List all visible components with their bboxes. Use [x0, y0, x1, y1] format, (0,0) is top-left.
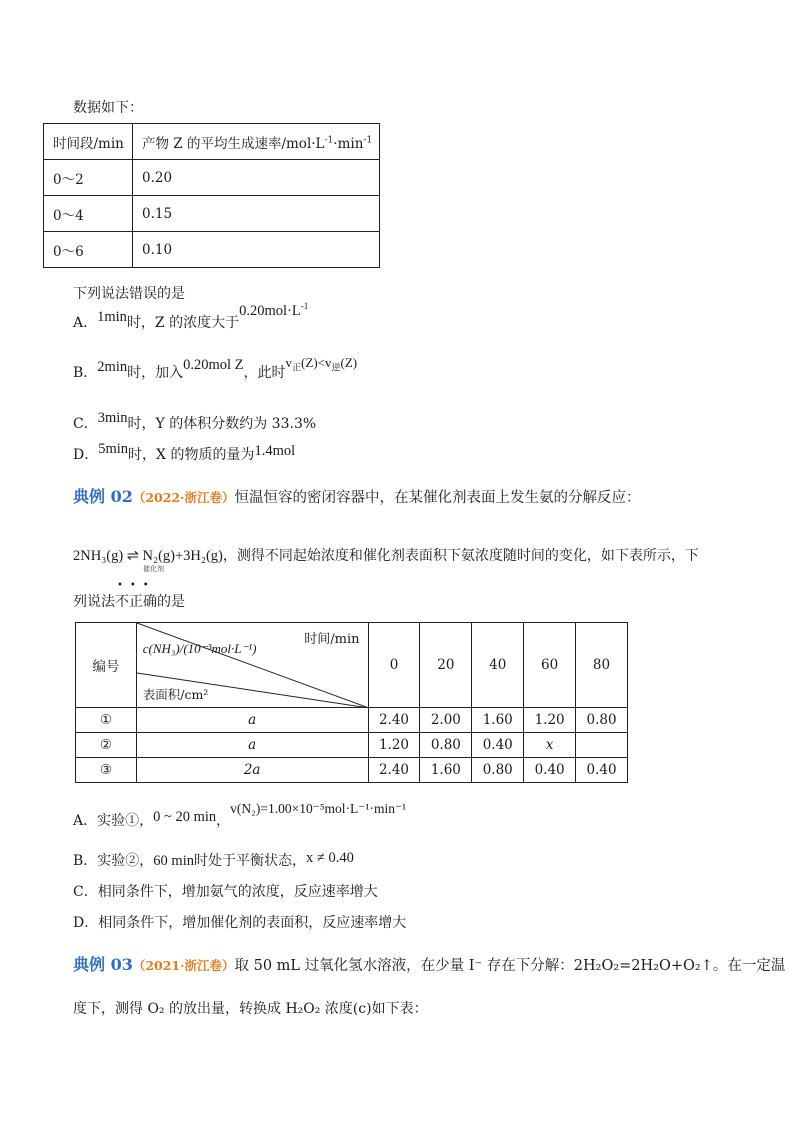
header-rate-min: ·min [333, 135, 364, 152]
row-val: 0.80 [576, 708, 628, 733]
reaction-line [73, 545, 699, 573]
option-d-time: 5min [98, 441, 129, 457]
cell-period: 0～6 [44, 232, 133, 268]
example-title: 典例 03 [73, 955, 133, 974]
rate-compare: (Z)<v [301, 355, 332, 370]
corner-conc-label: c(NH₃)/(10⁻³mol·L⁻¹) [142, 641, 257, 656]
option-b-rate [285, 355, 358, 373]
option-d-value: 1.4mol [254, 443, 296, 459]
row-val: 0.80 [420, 733, 472, 758]
cell-rate: 0.10 [133, 232, 380, 268]
row-val: 0.80 [472, 758, 524, 783]
option-a-sep: ， [216, 813, 231, 829]
row-val: 0.40 [524, 758, 576, 783]
q2-option-a [73, 801, 407, 830]
option-b-time: 60 min [153, 853, 194, 869]
cell-period: 0～2 [44, 160, 133, 196]
option-c-text: 时，Y 的体积分数约为 33.3% [127, 416, 317, 432]
table-row [44, 232, 380, 268]
option-b-text: 时处于平衡状态， [193, 853, 306, 869]
header-time-0: 0 [368, 623, 420, 708]
rate-end: (Z) [340, 355, 358, 370]
prompt-part: 列说法 [73, 594, 115, 610]
row-val: 1.20 [524, 708, 576, 733]
row-id: ① [76, 708, 137, 733]
option-b [73, 355, 358, 384]
prompt-part: 的是 [157, 594, 185, 610]
option-label: B． [73, 365, 98, 381]
emphasis-text: 不正确 [115, 594, 157, 610]
option-label: D． [73, 447, 99, 463]
option-a-interval: 0 ~ 20 min [153, 809, 217, 825]
row-val: 2.40 [368, 758, 420, 783]
header-time-40: 40 [472, 623, 524, 708]
example-title: 典例 02 [73, 487, 133, 506]
header-corner [136, 623, 368, 708]
row-area: a [136, 733, 368, 758]
reaction-description: ，测得不同起始浓度和催化剂表面积下氨浓度随时间的变化，如下表所示，下 [222, 548, 699, 564]
option-label: C． [73, 416, 98, 432]
table-row [76, 758, 628, 783]
row-val: 1.60 [472, 708, 524, 733]
row-val: 0.40 [472, 733, 524, 758]
example-source-tag: （2022·浙江卷） [132, 490, 235, 505]
option-d [73, 441, 296, 464]
ammonia-table [75, 622, 628, 783]
option-b-amount: 0.20mol Z [183, 357, 244, 373]
corner-area-label: 表面积/cm² [142, 687, 209, 702]
header-time-60: 60 [524, 623, 576, 708]
example-03-line2: 度下，测得 O₂ 的放出量，转换成 H₂O₂ 浓度(c)如下表： [73, 1001, 428, 1017]
option-c-time: 3min [97, 410, 128, 426]
question-2-prompt [73, 580, 185, 611]
row-val: 0.40 [576, 758, 628, 783]
header-time-80: 80 [576, 623, 628, 708]
rate-sub-reverse: 逆 [331, 362, 341, 373]
table-row [44, 160, 380, 196]
option-a-value-sup: -1 [300, 301, 309, 312]
header-rate [133, 124, 380, 160]
example-text: 恒温恒容的密闭容器中，在某催化剂表面上发生氨的分解反应： [234, 490, 641, 506]
row-id: ② [76, 733, 137, 758]
option-a-value [239, 303, 308, 319]
row-val: 2.00 [420, 708, 472, 733]
q2-option-d: D．相同条件下，增加催化剂的表面积，反应速率增大 [73, 915, 407, 931]
row-val: 1.20 [368, 733, 420, 758]
rate-v: v [285, 355, 293, 370]
rate-sub-forward: 正 [292, 362, 302, 373]
option-b-text: 时，加入 [127, 365, 184, 381]
row-area: a [136, 708, 368, 733]
example-02-heading [73, 484, 641, 507]
emphasis-not-correct [115, 580, 157, 610]
table-header-row [76, 623, 628, 708]
row-val: 2.40 [368, 708, 420, 733]
example-source-tag: （2021·浙江卷） [132, 958, 235, 973]
intro-text: 数据如下： [73, 100, 143, 116]
cell-rate: 0.15 [133, 196, 380, 232]
option-b-time: 2min [97, 359, 128, 375]
option-a-value-main: 0.20mol·L [239, 303, 301, 319]
q2-option-c: C．相同条件下，增加氨气的浓度，反应速率增大 [73, 884, 378, 900]
option-d-text: 时，X 的物质的量为 [128, 447, 255, 463]
emphasis-dots: ••• [117, 580, 156, 591]
header-id: 编号 [76, 623, 137, 708]
option-label: A． [73, 315, 98, 331]
header-rate-sup2: -1 [363, 135, 373, 145]
option-a-time: 1min [97, 309, 127, 325]
reaction-equation [73, 548, 223, 573]
row-id: ③ [76, 758, 137, 783]
option-b-condition: x ≠ 0.40 [305, 850, 354, 866]
q2-option-b [73, 850, 354, 870]
table-row [44, 196, 380, 232]
header-rate-sup1: -1 [324, 135, 334, 145]
table-header-row [44, 124, 380, 160]
header-time-20: 20 [420, 623, 472, 708]
question-prompt: 下列说法错误的是 [73, 286, 185, 302]
corner-time-label: 时间/min [304, 632, 360, 647]
catalyst-label: 催化剂 [143, 565, 164, 573]
example-03-heading [73, 952, 785, 975]
option-a-rate: v(N₂)=1.00×10⁻⁵mol·L⁻¹·min⁻¹ [230, 801, 407, 816]
option-b-text2: ，此时 [243, 365, 286, 381]
row-val [576, 733, 628, 758]
cell-period: 0～4 [44, 196, 133, 232]
row-val: 1.60 [420, 758, 472, 783]
option-c [73, 410, 317, 433]
table-row [76, 708, 628, 733]
header-time: 时间段/min [44, 124, 133, 160]
cell-rate: 0.20 [133, 160, 380, 196]
table-row [76, 733, 628, 758]
header-rate-unit: 产物 Z 的平均生成速率/mol·L [142, 135, 325, 152]
example-text: 取 50 mL 过氧化氢水溶液，在少量 I⁻ 存在下分解：2H₂O₂=2H₂O+O₂↑。在一定温 [234, 958, 786, 974]
option-label: A．实验①， [73, 813, 154, 829]
row-area: 2a [136, 758, 368, 783]
rate-table [43, 123, 380, 268]
row-val: x [524, 733, 576, 758]
option-a-text: 时，Z 的浓度大于 [126, 315, 240, 331]
option-label: B．实验②， [73, 853, 154, 869]
equation-text: 2NH₃(g) ⇌ N₂(g)+3H₂(g) [73, 548, 223, 564]
